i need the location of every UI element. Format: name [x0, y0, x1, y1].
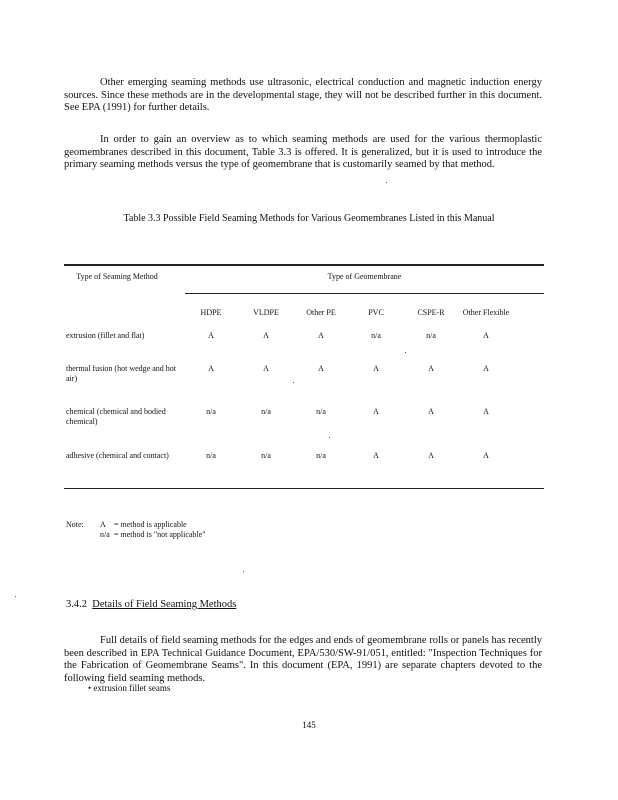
cell-extrusion-other-pe: A: [318, 331, 324, 340]
bullet-icon: •: [88, 683, 92, 693]
row-label-chemical: chemical (chemical and bodied chemical): [66, 407, 166, 426]
section-number: 3.4.2: [66, 599, 87, 610]
cell-chemical-hdpe: n/a: [206, 407, 216, 416]
cell-thermal-cspe-r: A: [428, 364, 434, 373]
table-caption: Table 3.3 Possible Field Seaming Methods for Various Geomembranes Listed in this Manual: [123, 213, 495, 224]
cell-adhesive-other-pe: n/a: [316, 451, 326, 460]
note-text-applicable: = method is applicable: [114, 520, 187, 529]
section-heading: [66, 599, 236, 610]
col-header-vldpe: VLDPE: [253, 308, 279, 317]
note-label: Note:: [66, 520, 84, 529]
cell-chemical-pvc: A: [373, 407, 379, 416]
cell-extrusion-vldpe: A: [263, 331, 269, 340]
note-key-a: A: [100, 520, 106, 529]
col-header-other-pe: Other PE: [306, 308, 336, 317]
cell-extrusion-cspe-r: n/a: [426, 331, 436, 340]
cell-thermal-vldpe: A: [263, 364, 269, 373]
row-label-adhesive: adhesive (chemical and contact): [66, 451, 169, 460]
cell-chemical-cspe-r: A: [428, 407, 434, 416]
bullet-item: [88, 683, 170, 693]
cell-thermal-hdpe: A: [208, 364, 214, 373]
cell-adhesive-vldpe: n/a: [261, 451, 271, 460]
col-header-hdpe: HDPE: [200, 308, 222, 317]
scan-speck: [243, 571, 244, 572]
col-header-cspe-r: CSPE-R: [417, 308, 445, 317]
col-header-pvc: PVC: [368, 308, 384, 317]
header-seaming-method: Type of Seaming Method: [76, 272, 158, 281]
header-geomembrane-type: Type of Geomembrane: [327, 272, 402, 281]
cell-chemical-vldpe: n/a: [261, 407, 271, 416]
row-label-thermal-fusion: thermal fusion (hot wedge and hot air): [66, 364, 176, 383]
cell-adhesive-hdpe: n/a: [206, 451, 216, 460]
scan-speck: [329, 437, 330, 438]
cell-extrusion-pvc: n/a: [371, 331, 381, 340]
section-paragraph: Full details of field seaming methods for the edges and ends of geomembrane rolls or panels has recently been described in EPA Technical Guidance Document, EPA/530/SW-91/051, entitled: "Inspection Techniques for the Fabrication of Geomembrane Seams". In this document (EPA, 1991) are separate chapters devoted to the following field seaming methods.: [64, 635, 542, 684]
cell-chemical-other-pe: n/a: [316, 407, 326, 416]
note-line-applicable: [66, 520, 205, 530]
bullet-text: extrusion fillet seams: [93, 683, 171, 693]
table-bottom-rule: [64, 488, 544, 489]
cell-thermal-pvc: A: [373, 364, 379, 373]
scan-speck: [15, 596, 16, 597]
scan-speck: [405, 352, 406, 353]
table-note: [66, 520, 205, 540]
cell-adhesive-cspe-r: A: [428, 451, 434, 460]
table-top-rule: [64, 264, 544, 266]
cell-chemical-other-flexible: A: [483, 407, 489, 416]
cell-extrusion-other-flexible: A: [483, 331, 489, 340]
cell-adhesive-other-flexible: A: [483, 451, 489, 460]
col-header-other-flexible: Other Flexible: [462, 308, 510, 317]
row-label-extrusion: extrusion (fillet and flat): [66, 331, 145, 340]
scan-speck: [386, 182, 387, 183]
note-key-na: n/a: [100, 530, 110, 539]
table-header-rule: [185, 293, 544, 294]
section-title: Details of Field Seaming Methods: [92, 599, 237, 610]
intro-paragraph-emerging-methods: Other emerging seaming methods use ultrasonic, electrical conduction and magnetic induction energy sources. Since these methods are in the developmental stage, they will not be described further in this document. See EPA (1991) for further details.: [64, 77, 542, 114]
note-line-not-applicable: [66, 530, 205, 540]
cell-thermal-other-pe: A: [318, 364, 324, 373]
note-text-not-applicable: = method is "not applicable": [114, 530, 206, 539]
page-number: 145: [302, 720, 316, 730]
cell-adhesive-pvc: A: [373, 451, 379, 460]
cell-thermal-other-flexible: A: [483, 364, 489, 373]
cell-extrusion-hdpe: A: [208, 331, 214, 340]
intro-paragraph-overview: In order to gain an overview as to which seaming methods are used for the various thermoplastic geomembranes described in this document, Table 3.3 is offered. It is generalized, but it is used to introduce the primary seaming methods versus the type of geomembrane that is customarily seamed by that method.: [64, 134, 542, 171]
scan-speck: [293, 382, 294, 383]
